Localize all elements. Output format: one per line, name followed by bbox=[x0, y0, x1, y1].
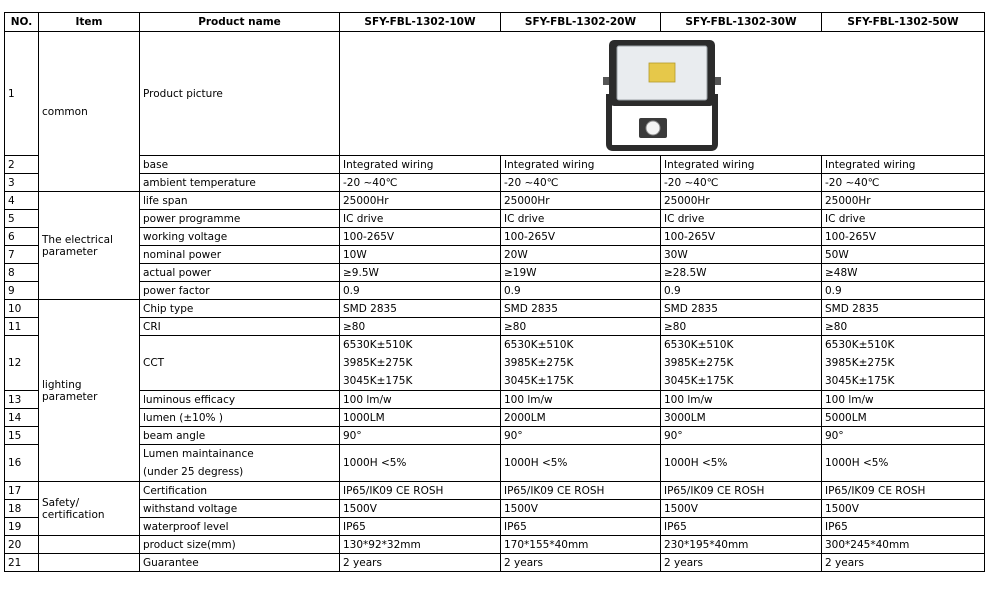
group-label: common bbox=[42, 105, 88, 118]
cct-value: 3045K±175K bbox=[825, 375, 895, 387]
spec-value: 90° bbox=[501, 427, 661, 445]
row-number: 15 bbox=[5, 427, 39, 445]
spec-name: Lumen maintainance bbox=[143, 448, 254, 460]
product-picture-cell bbox=[340, 32, 985, 156]
spec-name: waterproof level bbox=[140, 518, 340, 536]
spec-name: power programme bbox=[140, 210, 340, 228]
spec-value: 90° bbox=[340, 427, 501, 445]
spec-value: 100 lm/w bbox=[501, 391, 661, 409]
spec-value: 100 lm/w bbox=[340, 391, 501, 409]
spec-value: -20 ~40℃ bbox=[501, 174, 661, 192]
table-row bbox=[5, 228, 985, 246]
cct-value: 3985K±275K bbox=[825, 357, 895, 369]
spec-value: 3000LM bbox=[661, 409, 822, 427]
row-number: 18 bbox=[5, 500, 39, 518]
row-number: 9 bbox=[5, 282, 39, 300]
spec-value: IP65 bbox=[661, 518, 822, 536]
table-row bbox=[5, 500, 985, 518]
spec-value: 0.9 bbox=[822, 282, 985, 300]
group-label: The electrical bbox=[42, 233, 113, 246]
spec-value: 130*92*32mm bbox=[340, 536, 501, 554]
row-number: 20 bbox=[5, 536, 39, 554]
spec-value: 0.9 bbox=[340, 282, 501, 300]
spec-name: power factor bbox=[140, 282, 340, 300]
table-row bbox=[5, 156, 985, 174]
spec-value: 1000H <5% bbox=[340, 445, 501, 482]
header-model-50w: SFY-FBL-1302-50W bbox=[822, 13, 985, 32]
spec-value: 0.9 bbox=[501, 282, 661, 300]
cct-value: 3985K±275K bbox=[504, 357, 574, 369]
spec-name: CRI bbox=[140, 318, 340, 336]
table-row bbox=[5, 336, 985, 391]
group-electrical bbox=[39, 192, 140, 300]
spec-value: 25000Hr bbox=[501, 192, 661, 210]
table-row bbox=[5, 318, 985, 336]
spec-value: 25000Hr bbox=[822, 192, 985, 210]
group-safety bbox=[39, 482, 140, 536]
spec-value: 20W bbox=[501, 246, 661, 264]
spec-name: luminous efficacy bbox=[140, 391, 340, 409]
spec-table bbox=[4, 12, 985, 572]
group-empty bbox=[39, 554, 140, 572]
spec-name: base bbox=[140, 156, 340, 174]
cct-value: 6530K±510K bbox=[664, 339, 734, 351]
spec-value: 230*195*40mm bbox=[661, 536, 822, 554]
row-number: 1 bbox=[5, 32, 39, 156]
spec-name: lumen (±10% ) bbox=[140, 409, 340, 427]
spec-value: ≥80 bbox=[661, 318, 822, 336]
floodlight-with-sensor-icon bbox=[597, 34, 727, 154]
row-number: 5 bbox=[5, 210, 39, 228]
spec-value: Integrated wiring bbox=[501, 156, 661, 174]
spec-value: SMD 2835 bbox=[822, 300, 985, 318]
spec-value: 100-265V bbox=[340, 228, 501, 246]
spec-value: 50W bbox=[822, 246, 985, 264]
table-row bbox=[5, 391, 985, 409]
spec-value: SMD 2835 bbox=[340, 300, 501, 318]
spec-value: 300*245*40mm bbox=[822, 536, 985, 554]
header-product-name: Product name bbox=[140, 13, 340, 32]
table-row bbox=[5, 32, 985, 156]
table-row bbox=[5, 246, 985, 264]
group-label: parameter bbox=[42, 390, 98, 403]
spec-value: 30W bbox=[661, 246, 822, 264]
table-row bbox=[5, 192, 985, 210]
row-number: 10 bbox=[5, 300, 39, 318]
cct-cell bbox=[661, 336, 822, 391]
header-model-30w: SFY-FBL-1302-30W bbox=[661, 13, 822, 32]
row-number: 17 bbox=[5, 482, 39, 500]
spec-value: 1500V bbox=[340, 500, 501, 518]
spec-value: IC drive bbox=[340, 210, 501, 228]
spec-value: Integrated wiring bbox=[822, 156, 985, 174]
spec-value: IC drive bbox=[822, 210, 985, 228]
cct-cell bbox=[822, 336, 985, 391]
spec-value: 1500V bbox=[822, 500, 985, 518]
spec-name: ambient temperature bbox=[140, 174, 340, 192]
spec-name: working voltage bbox=[140, 228, 340, 246]
cct-value: 6530K±510K bbox=[343, 339, 413, 351]
header-item: Item bbox=[39, 13, 140, 32]
group-label: lighting bbox=[42, 378, 82, 391]
group-label: Safety/ bbox=[42, 496, 80, 509]
spec-value: 1000H <5% bbox=[822, 445, 985, 482]
spec-name: Certification bbox=[140, 482, 340, 500]
table-row bbox=[5, 300, 985, 318]
spec-value: 10W bbox=[340, 246, 501, 264]
group-lighting bbox=[39, 300, 140, 482]
spec-value: 100-265V bbox=[501, 228, 661, 246]
spec-value: IP65 bbox=[340, 518, 501, 536]
spec-value: ≥80 bbox=[501, 318, 661, 336]
spec-name: withstand voltage bbox=[140, 500, 340, 518]
spec-value: Integrated wiring bbox=[340, 156, 501, 174]
spec-name: product size(mm) bbox=[140, 536, 340, 554]
spec-name: Product picture bbox=[140, 32, 340, 156]
table-row bbox=[5, 210, 985, 228]
row-number: 13 bbox=[5, 391, 39, 409]
cct-value: 6530K±510K bbox=[504, 339, 574, 351]
row-number: 11 bbox=[5, 318, 39, 336]
spec-value: 1500V bbox=[501, 500, 661, 518]
row-number: 7 bbox=[5, 246, 39, 264]
table-row bbox=[5, 554, 985, 572]
spec-value: 25000Hr bbox=[661, 192, 822, 210]
table-row bbox=[5, 518, 985, 536]
spec-value: 2 years bbox=[822, 554, 985, 572]
spec-value: 1000H <5% bbox=[501, 445, 661, 482]
row-number: 4 bbox=[5, 192, 39, 210]
spec-value: 100 lm/w bbox=[661, 391, 822, 409]
spec-value: 100-265V bbox=[822, 228, 985, 246]
spec-value: IP65/IK09 CE ROSH bbox=[501, 482, 661, 500]
group-common bbox=[39, 32, 140, 192]
spec-value: 2000LM bbox=[501, 409, 661, 427]
row-number: 3 bbox=[5, 174, 39, 192]
row-number: 8 bbox=[5, 264, 39, 282]
spec-value: 100-265V bbox=[661, 228, 822, 246]
spec-value: 2 years bbox=[661, 554, 822, 572]
spec-name: CCT bbox=[140, 336, 340, 391]
spec-value: ≥80 bbox=[340, 318, 501, 336]
cct-value: 6530K±510K bbox=[825, 339, 895, 351]
spec-value: 1000H <5% bbox=[661, 445, 822, 482]
spec-name: Chip type bbox=[140, 300, 340, 318]
spec-value: -20 ~40℃ bbox=[822, 174, 985, 192]
cct-value: 3985K±275K bbox=[664, 357, 734, 369]
spec-value: ≥19W bbox=[501, 264, 661, 282]
header-model-10w: SFY-FBL-1302-10W bbox=[340, 13, 501, 32]
spec-value: 0.9 bbox=[661, 282, 822, 300]
table-row bbox=[5, 427, 985, 445]
spec-value: 170*155*40mm bbox=[501, 536, 661, 554]
cct-value: 3045K±175K bbox=[664, 375, 734, 387]
header-model-20w: SFY-FBL-1302-20W bbox=[501, 13, 661, 32]
spec-value: ≥48W bbox=[822, 264, 985, 282]
row-number: 16 bbox=[5, 445, 39, 482]
header-no: NO. bbox=[5, 13, 39, 32]
row-number: 14 bbox=[5, 409, 39, 427]
spec-value: -20 ~40℃ bbox=[340, 174, 501, 192]
spec-value: SMD 2835 bbox=[501, 300, 661, 318]
spec-value: ≥80 bbox=[822, 318, 985, 336]
spec-name: (under 25 degress) bbox=[143, 466, 244, 478]
spec-value: 2 years bbox=[340, 554, 501, 572]
table-row bbox=[5, 264, 985, 282]
row-number: 19 bbox=[5, 518, 39, 536]
spec-value: 1000LM bbox=[340, 409, 501, 427]
row-number: 2 bbox=[5, 156, 39, 174]
row-number: 12 bbox=[5, 336, 39, 391]
table-row bbox=[5, 174, 985, 192]
spec-value: IC drive bbox=[501, 210, 661, 228]
spec-value: 25000Hr bbox=[340, 192, 501, 210]
spec-value: ≥9.5W bbox=[340, 264, 501, 282]
table-row bbox=[5, 482, 985, 500]
spec-value: 100 lm/w bbox=[822, 391, 985, 409]
spec-value: Integrated wiring bbox=[661, 156, 822, 174]
table-row bbox=[5, 536, 985, 554]
spec-name: life span bbox=[140, 192, 340, 210]
spec-name: nominal power bbox=[140, 246, 340, 264]
cct-value: 3045K±175K bbox=[504, 375, 574, 387]
spec-value: ≥28.5W bbox=[661, 264, 822, 282]
spec-value: IP65 bbox=[822, 518, 985, 536]
spec-value: IP65/IK09 CE ROSH bbox=[340, 482, 501, 500]
group-label: certification bbox=[42, 508, 105, 521]
group-label: parameter bbox=[42, 245, 98, 258]
spec-name: actual power bbox=[140, 264, 340, 282]
spec-value: IP65/IK09 CE ROSH bbox=[822, 482, 985, 500]
cct-value: 3985K±275K bbox=[343, 357, 413, 369]
cct-value: 3045K±175K bbox=[343, 375, 413, 387]
table-row bbox=[5, 409, 985, 427]
spec-value: 90° bbox=[661, 427, 822, 445]
table-row bbox=[5, 282, 985, 300]
group-empty bbox=[39, 536, 140, 554]
cct-cell bbox=[501, 336, 661, 391]
spec-value: IP65/IK09 CE ROSH bbox=[661, 482, 822, 500]
spec-value: 90° bbox=[822, 427, 985, 445]
row-number: 21 bbox=[5, 554, 39, 572]
spec-value: 1500V bbox=[661, 500, 822, 518]
spec-value: SMD 2835 bbox=[661, 300, 822, 318]
table-row bbox=[5, 445, 985, 482]
spec-name: beam angle bbox=[140, 427, 340, 445]
cct-cell bbox=[340, 336, 501, 391]
header-row bbox=[5, 13, 985, 32]
spec-name: Guarantee bbox=[140, 554, 340, 572]
spec-value: IP65 bbox=[501, 518, 661, 536]
spec-value: IC drive bbox=[661, 210, 822, 228]
row-number: 6 bbox=[5, 228, 39, 246]
spec-name-cell bbox=[140, 445, 340, 482]
spec-value: 2 years bbox=[501, 554, 661, 572]
spec-value: -20 ~40℃ bbox=[661, 174, 822, 192]
spec-value: 5000LM bbox=[822, 409, 985, 427]
